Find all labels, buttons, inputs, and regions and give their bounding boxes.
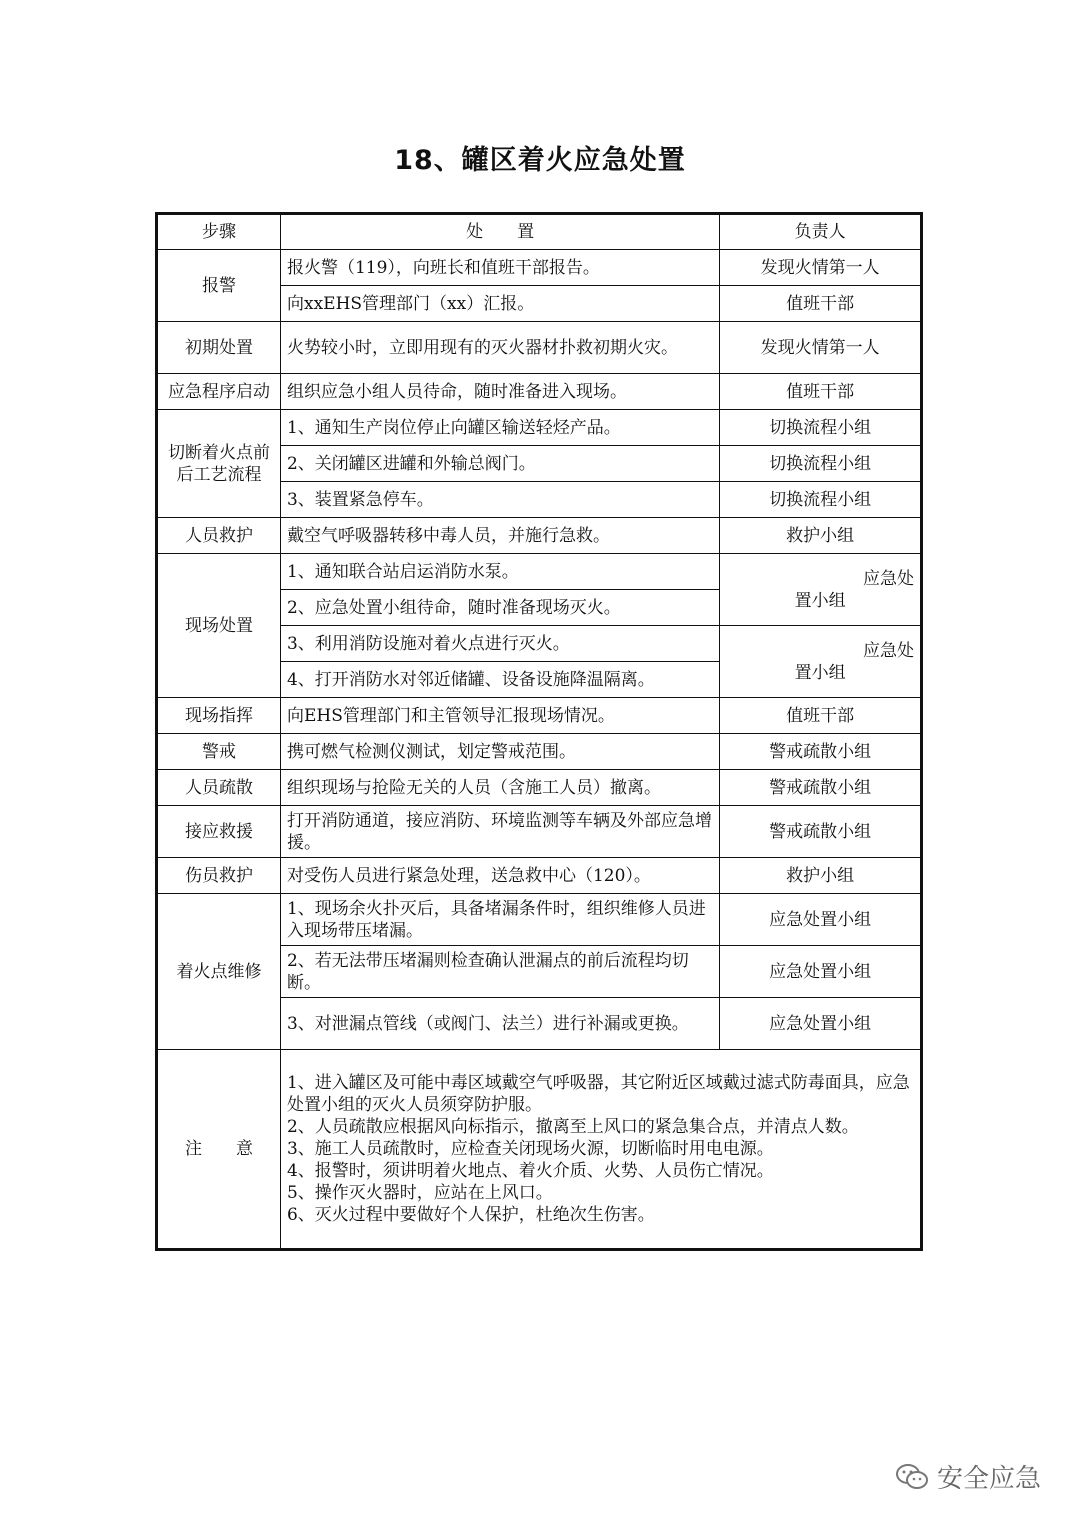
emergency-procedure-table (155, 212, 923, 1251)
note-item: 2、人员疏散应根据风向标指示，撤离至上风口的紧急集合点，并清点人数。 (286, 1117, 859, 1137)
responsible-cell: 切换流程小组 (720, 446, 922, 482)
note-item: 1、进入罐区及可能中毒区域戴空气呼吸器，其它附近区域戴过滤式防毒面具，应急处置小组的灭火人员须穿防护服。 (286, 1073, 910, 1115)
action-cell: 火势较小时，立即用现有的灭火器材扑救初期火灾。 (280, 322, 719, 374)
step-repair: 着火点维修 (157, 894, 281, 1050)
table-row (157, 250, 922, 286)
step-alert: 警戒 (157, 734, 281, 770)
table-row (157, 858, 922, 894)
note-item: 4、报警时，须讲明着火地点、着火介质、火势、人员伤亡情况。 (286, 1161, 774, 1181)
step-notes: 注 意 (157, 1050, 281, 1250)
step-onsite: 现场处置 (157, 554, 281, 698)
responsible-cell: 应急处置小组 (720, 894, 922, 946)
responsible-cell: 值班干部 (720, 374, 922, 410)
header-responsible: 负责人 (720, 214, 922, 250)
table-row (157, 374, 922, 410)
responsible-cell (720, 626, 922, 698)
responsible-cell (720, 554, 922, 626)
responsible-cell: 警戒疏散小组 (720, 806, 922, 858)
responsible-cell: 发现火情第一人 (720, 322, 922, 374)
action-cell: 组织现场与抢险无关的人员（含施工人员）撤离。 (280, 770, 719, 806)
action-cell: 1、通知生产岗位停止向罐区输送轻烃产品。 (280, 410, 719, 446)
header-action: 处 置 (280, 214, 719, 250)
responsible-cell: 值班干部 (720, 286, 922, 322)
responsible-cell: 切换流程小组 (720, 410, 922, 446)
action-cell: 对受伤人员进行紧急处理，送急救中心（120）。 (280, 858, 719, 894)
responsible-line: 应急处 (863, 568, 914, 589)
table-row (157, 322, 922, 374)
table-row (157, 698, 922, 734)
action-cell: 2、应急处置小组待命，随时准备现场灭火。 (280, 590, 719, 626)
responsible-line: 应急处 (863, 640, 914, 661)
action-cell: 1、现场余火扑灭后，具备堵漏条件时，组织维修人员进入现场带压堵漏。 (280, 894, 719, 946)
responsible-cell: 应急处置小组 (720, 998, 922, 1050)
table-row (157, 806, 922, 858)
step-evacuate: 人员疏散 (157, 770, 281, 806)
action-cell: 3、对泄漏点管线（或阀门、法兰）进行补漏或更换。 (280, 998, 719, 1050)
responsible-cell: 警戒疏散小组 (720, 770, 922, 806)
step-program: 应急程序启动 (157, 374, 281, 410)
action-cell: 打开消防通道，接应消防、环境监测等车辆及外部应急增援。 (280, 806, 719, 858)
action-cell: 组织应急小组人员待命，随时准备进入现场。 (280, 374, 719, 410)
action-cell: 向EHS管理部门和主管领导汇报现场情况。 (280, 698, 719, 734)
action-cell: 3、利用消防设施对着火点进行灭火。 (280, 626, 719, 662)
action-cell: 2、关闭罐区进罐和外输总阀门。 (280, 446, 719, 482)
responsible-cell: 值班干部 (720, 698, 922, 734)
responsible-cell: 救护小组 (720, 518, 922, 554)
header-step: 步骤 (157, 214, 281, 250)
table-row (157, 1050, 922, 1250)
table-row (157, 410, 922, 446)
action-cell: 4、打开消防水对邻近储罐、设备设施降温隔离。 (280, 662, 719, 698)
table-row (157, 734, 922, 770)
table-row (157, 894, 922, 946)
action-cell: 报火警（119），向班长和值班干部报告。 (280, 250, 719, 286)
note-item: 6、灭火过程中要做好个人保护，杜绝次生伤害。 (286, 1205, 655, 1225)
table-row (157, 518, 922, 554)
action-cell: 2、若无法带压堵漏则检查确认泄漏点的前后流程均切断。 (280, 946, 719, 998)
step-initial: 初期处置 (157, 322, 281, 374)
table-header-row (157, 214, 922, 250)
responsible-cell: 救护小组 (720, 858, 922, 894)
responsible-cell: 切换流程小组 (720, 482, 922, 518)
action-cell: 3、装置紧急停车。 (280, 482, 719, 518)
responsible-line: 置小组 (794, 590, 846, 611)
notes-cell (280, 1050, 921, 1250)
responsible-cell: 警戒疏散小组 (720, 734, 922, 770)
action-cell: 向xxEHS管理部门（xx）汇报。 (280, 286, 719, 322)
responsible-cell: 应急处置小组 (720, 946, 922, 998)
note-item: 3、施工人员疏散时，应检查关闭现场火源，切断临时用电电源。 (286, 1139, 774, 1159)
wechat-icon (895, 1463, 929, 1491)
action-cell: 戴空气呼吸器转移中毒人员，并施行急救。 (280, 518, 719, 554)
action-cell: 1、通知联合站启运消防水泵。 (280, 554, 719, 590)
table-row (157, 770, 922, 806)
responsible-line: 置小组 (794, 662, 846, 683)
step-injured: 伤员救护 (157, 858, 281, 894)
watermark-text: 安全应急 (937, 1464, 1042, 1494)
step-command: 现场指挥 (157, 698, 281, 734)
step-alarm: 报警 (157, 250, 281, 322)
step-support: 接应救援 (157, 806, 281, 858)
step-rescue: 人员救护 (157, 518, 281, 554)
note-item: 5、操作灭火器时，应站在上风口。 (286, 1183, 553, 1203)
responsible-cell: 发现火情第一人 (720, 250, 922, 286)
watermark (895, 1458, 1041, 1495)
action-cell: 携可燃气检测仪测试，划定警戒范围。 (280, 734, 719, 770)
page-title: 18、罐区着火应急处置 (394, 145, 686, 176)
step-cutoff: 切断着火点前后工艺流程 (157, 410, 281, 518)
table-row (157, 554, 922, 590)
